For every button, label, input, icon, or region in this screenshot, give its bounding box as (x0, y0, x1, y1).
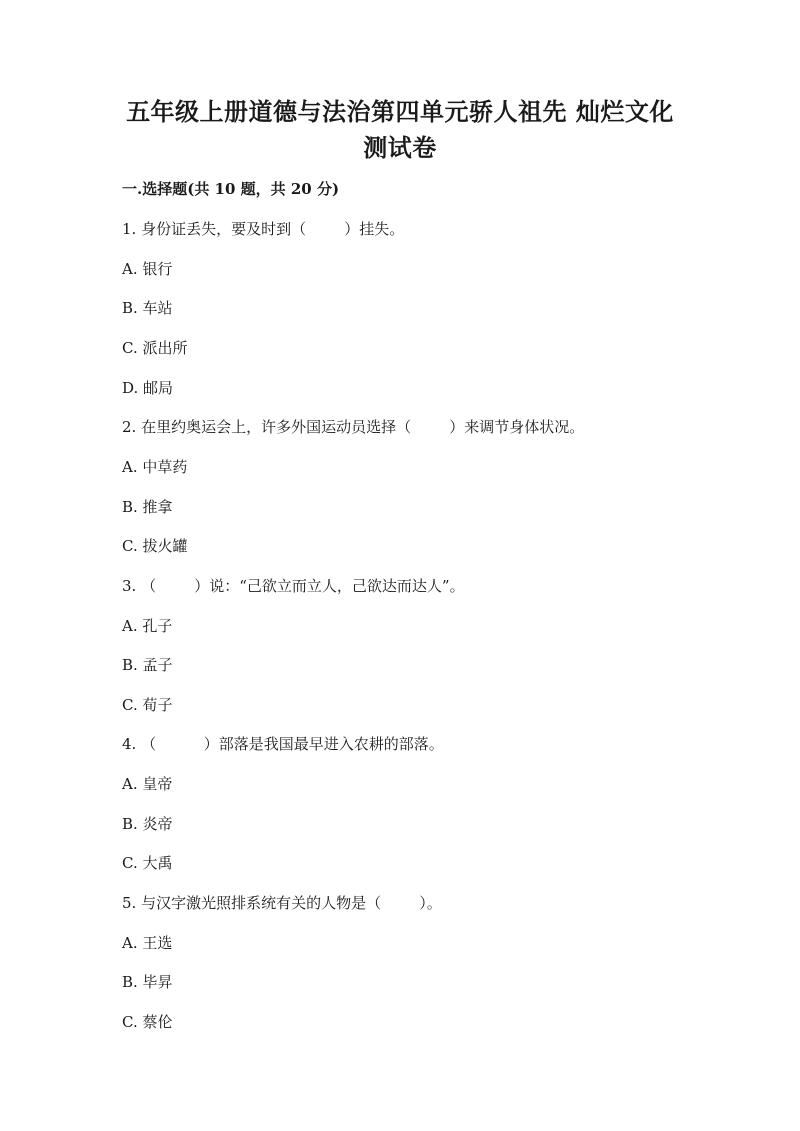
section-heading: 一.选择题(共 10 题，共 20 分) (122, 180, 340, 198)
question-1-option-a: A. 银行 (122, 260, 173, 278)
question-2-option-c: C. 拔火罐 (122, 537, 188, 555)
question-5-option-a: A. 王选 (122, 934, 173, 952)
question-4-stem: 4. （ ）部落是我国最早进入农耕的部落。 (122, 735, 444, 753)
question-3-stem: 3. （ ）说：“己欲立而立人，己欲达而达人”。 (122, 577, 465, 595)
document-title (0, 94, 800, 166)
title-line-2: 测试卷 (363, 133, 437, 162)
title-line-1: 五年级上册道德与法治第四单元骄人祖先 灿烂文化 (126, 97, 674, 126)
question-2-option-a: A. 中草药 (122, 458, 188, 476)
question-4-option-b: B. 炎帝 (122, 815, 173, 833)
question-1-stem: 1. 身份证丢失，要及时到（ ）挂失。 (122, 220, 405, 238)
question-3-option-a: A. 孔子 (122, 617, 173, 635)
question-5-stem: 5. 与汉字激光照排系统有关的人物是（ ）。 (122, 894, 442, 912)
question-2-stem: 2. 在里约奥运会上，许多外国运动员选择（ ）来调节身体状况。 (122, 418, 585, 436)
question-4-option-c: C. 大禹 (122, 854, 173, 872)
question-4-option-a: A. 皇帝 (122, 775, 173, 793)
question-1-option-d: D. 邮局 (122, 379, 174, 397)
question-5-option-b: B. 毕昇 (122, 973, 173, 991)
question-5-option-c: C. 蔡伦 (122, 1013, 173, 1031)
question-2-option-b: B. 推拿 (122, 498, 173, 516)
question-3-option-c: C. 荀子 (122, 696, 173, 714)
question-3-option-b: B. 孟子 (122, 656, 173, 674)
question-1-option-b: B. 车站 (122, 299, 173, 317)
question-1-option-c: C. 派出所 (122, 339, 188, 357)
